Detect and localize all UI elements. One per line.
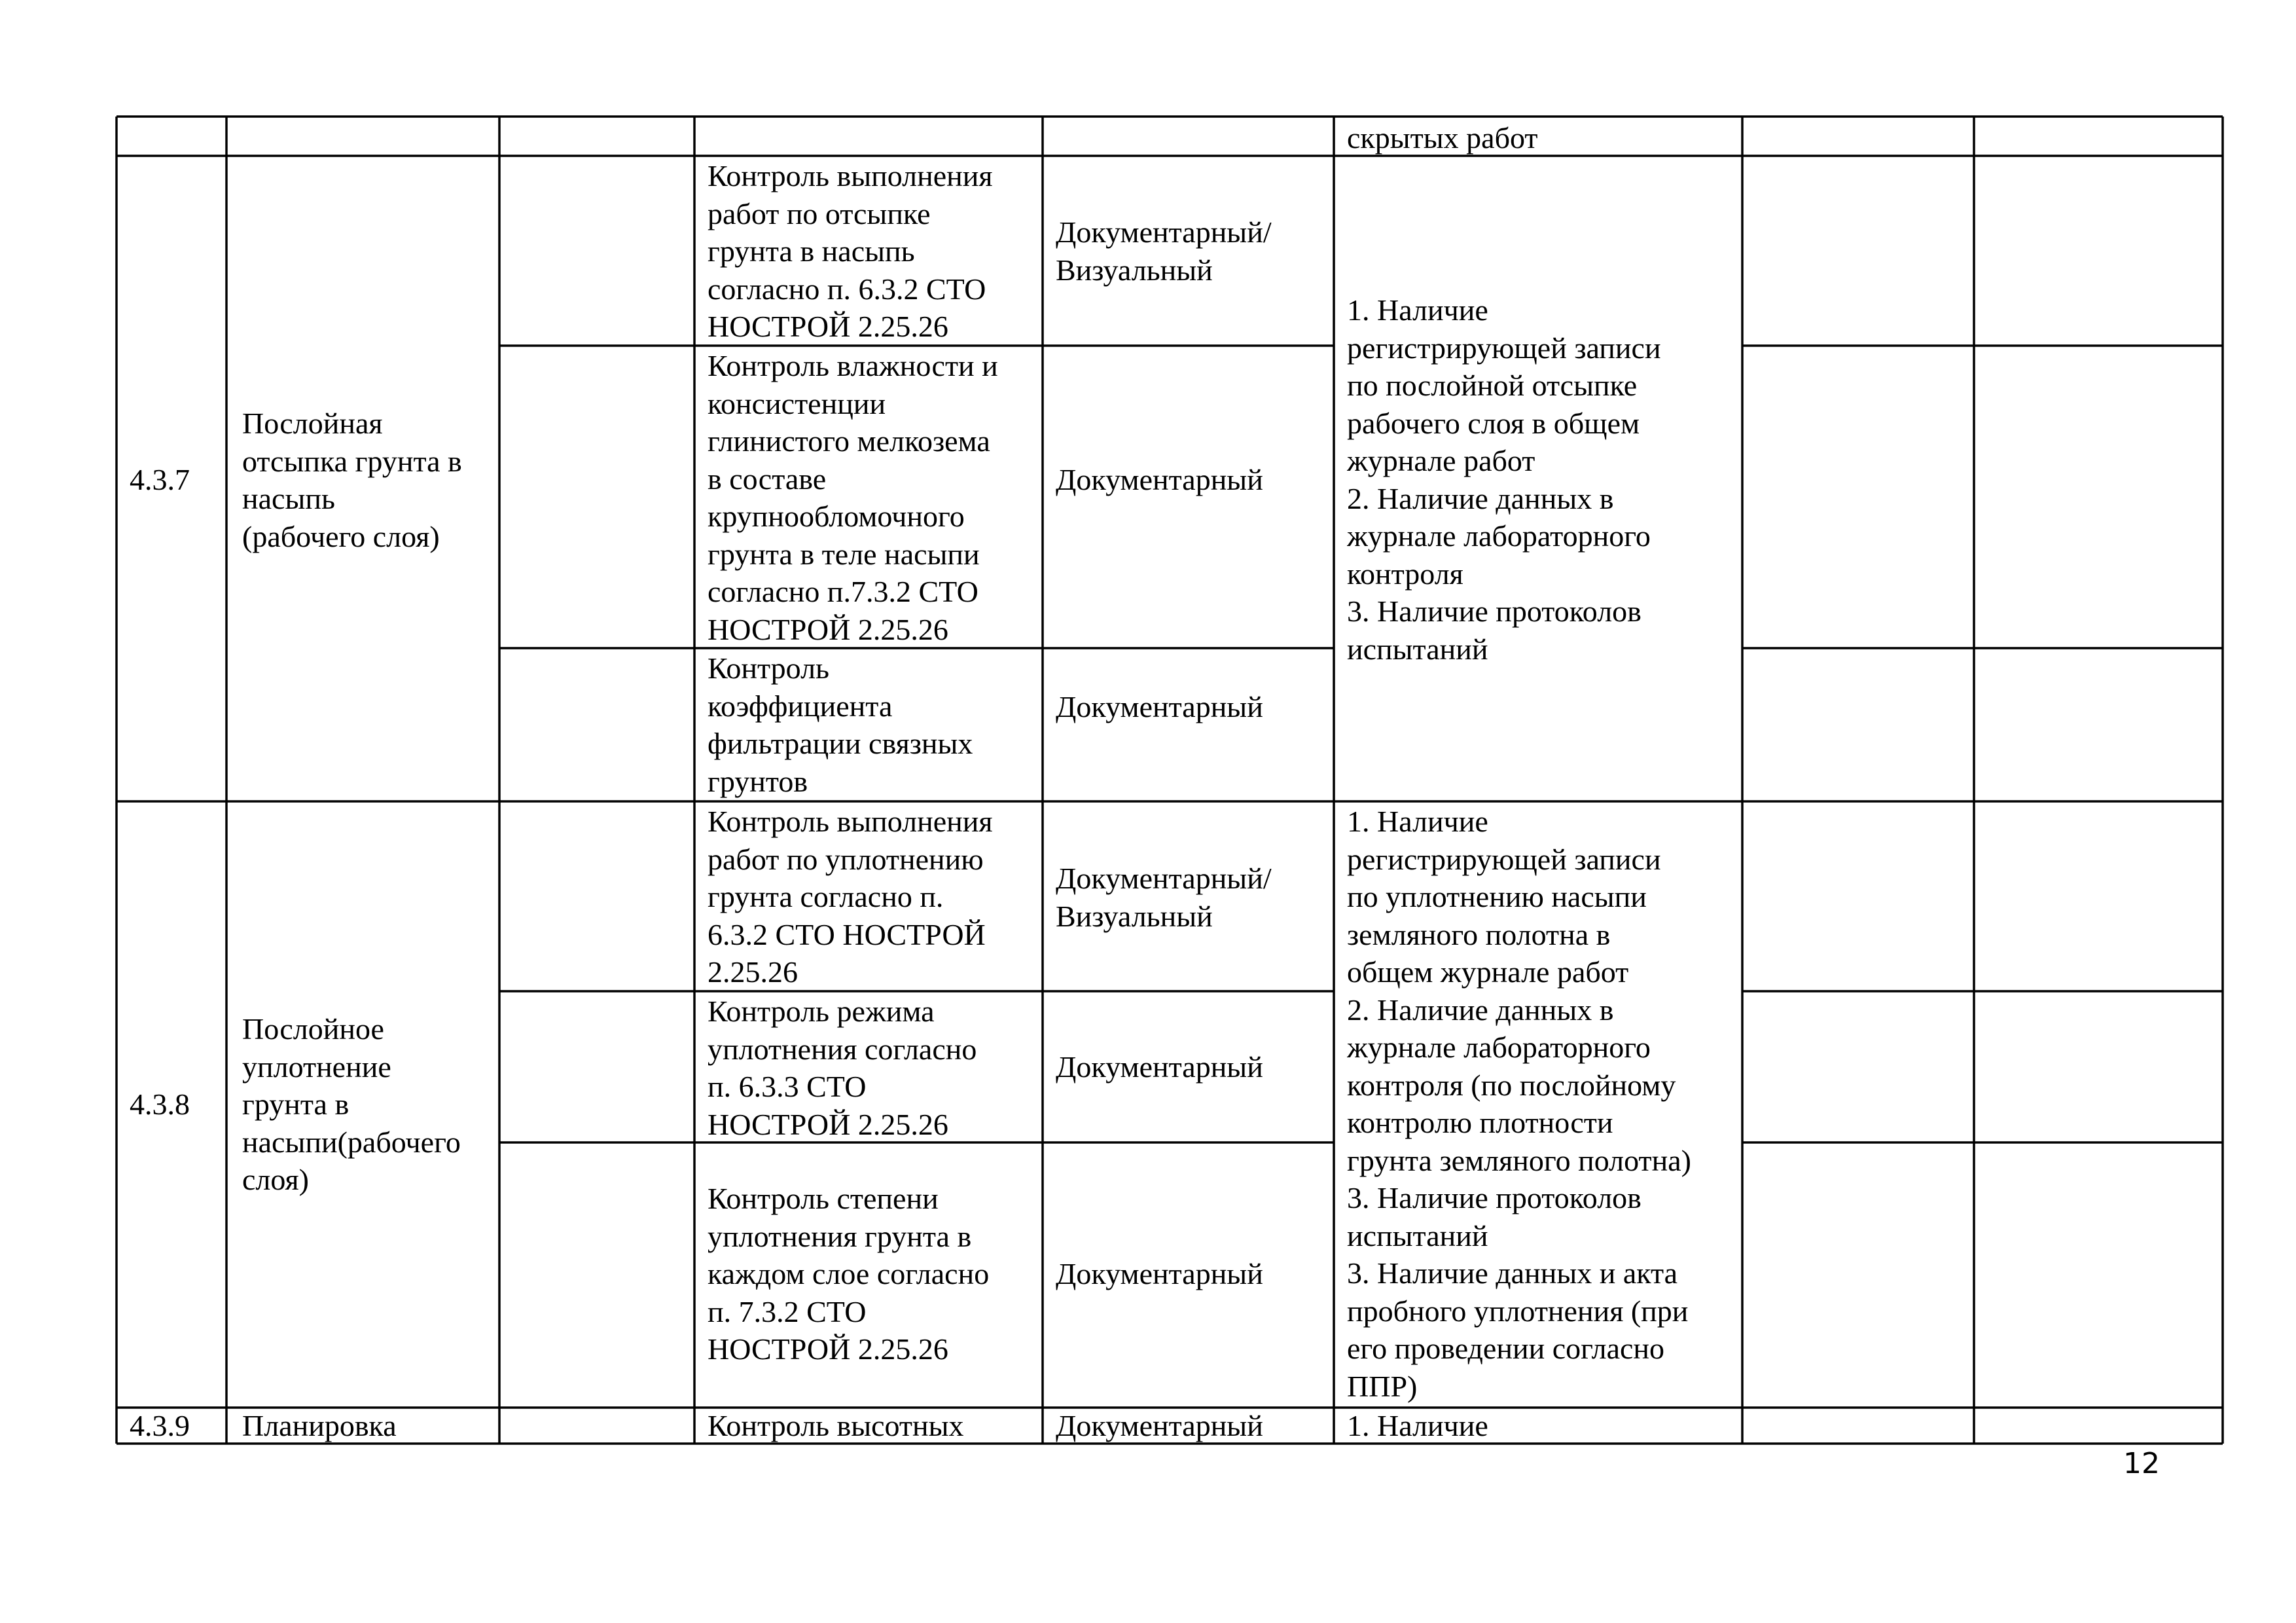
control-item: Контроль коэффициента фильтрации связных грунтов — [708, 651, 973, 798]
row-number: 4.3.8 — [130, 1087, 190, 1121]
control-item: Контроль влажности и консистенции глинистого мелкозема в составе крупнообломочного грунта в теле насыпи согласно п.7.3.2 СТО НОСТРОЙ 2.25.26 — [708, 349, 998, 646]
requirements-cell-continued: скрытых работ — [1347, 121, 1538, 155]
stage-name: Послойная отсыпка грунта в насыпь (рабочего слоя) — [242, 407, 462, 553]
requirements-cell: 1. Наличие регистрирующей записи по послойной отсыпке рабочего слоя в общем журнале работ 2. Наличие данных в журнале лабораторного контроля 3. Наличие протоколов испытаний — [1347, 293, 1661, 666]
control-method: Документарный — [1056, 1257, 1263, 1290]
control-item: Контроль выполнения работ по уплотнению грунта согласно п. 6.3.2 СТО НОСТРОЙ 2.25.26 — [708, 805, 993, 989]
requirements-cell: 1. Наличие — [1347, 1409, 1488, 1442]
stage-name: Послойное уплотнение грунта в насыпи(рабочего слоя) — [242, 1012, 461, 1196]
control-item: Контроль режима уплотнения согласно п. 6.3.3 СТО НОСТРОЙ 2.25.26 — [708, 994, 977, 1141]
requirements-cell: 1. Наличие регистрирующей записи по уплотнению насыпи земляного полотна в общем журнале работ 2. Наличие данных в журнале лабораторного контроля (по послойному контролю плотности грунта земляного полотна) 3. Наличие протоколов испытаний 3. Наличие данных и акта пробного уплотнения (при его проведении согласно ППР) — [1347, 805, 1691, 1403]
stage-name: Планировка — [242, 1409, 397, 1442]
control-item: Контроль степени уплотнения грунта в каждом слое согласно п. 7.3.2 СТО НОСТРОЙ 2.25.26 — [708, 1182, 990, 1366]
control-method: Документарный — [1056, 1409, 1263, 1442]
control-method: Документарный/ Визуальный — [1056, 215, 1272, 287]
row-number: 4.3.9 — [130, 1409, 190, 1442]
control-method: Документарный — [1056, 463, 1263, 496]
control-method: Документарный — [1056, 690, 1263, 723]
control-method: Документарный — [1056, 1050, 1263, 1084]
page-number: 12 — [2123, 1447, 2160, 1480]
row-number: 4.3.7 — [130, 463, 190, 496]
control-item: Контроль высотных — [708, 1409, 964, 1442]
control-item: Контроль выполнения работ по отсыпке грунта в насыпь согласно п. 6.3.2 СТО НОСТРОЙ 2.25.26 — [708, 159, 993, 343]
control-method: Документарный/ Визуальный — [1056, 862, 1272, 933]
